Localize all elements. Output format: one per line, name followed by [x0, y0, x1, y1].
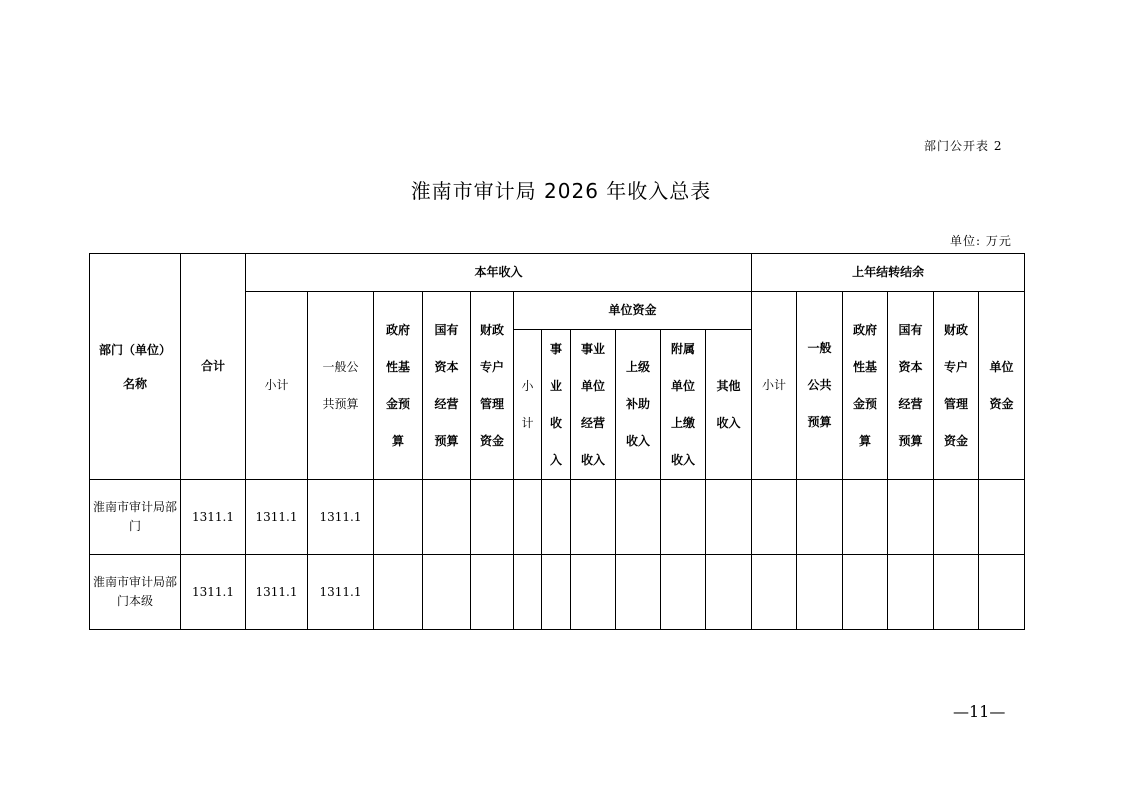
- header-co-general: 一般公共预算: [797, 292, 843, 480]
- empty-cell: [706, 555, 752, 630]
- header-co-state-capital: 国有资本经营预算: [888, 292, 934, 480]
- empty-cell: [797, 555, 843, 630]
- row-total: 1311.1: [181, 480, 246, 555]
- row-dept-name: 淮南市审计局部门: [90, 480, 181, 555]
- header-co-gov-fund: 政府性基金预算: [843, 292, 888, 480]
- header-uf-subtotal: 小计: [514, 330, 542, 480]
- empty-cell: [843, 555, 888, 630]
- page-title: 淮南市审计局 2026 年收入总表: [410, 179, 712, 203]
- header-uf-affiliate: 附属单位上缴收入: [661, 330, 706, 480]
- empty-cell: [934, 555, 979, 630]
- form-number: 部门公开表 2: [924, 139, 1003, 153]
- row-subtotal: 1311.1: [246, 480, 308, 555]
- empty-cell: [571, 480, 616, 555]
- empty-cell: [514, 480, 542, 555]
- header-gov-fund: 政府性基金预算: [374, 292, 423, 480]
- header-unit-funds: 单位资金: [514, 292, 752, 330]
- empty-cell: [616, 555, 661, 630]
- empty-cell: [542, 555, 571, 630]
- empty-cell: [934, 480, 979, 555]
- page-number: —11—: [953, 702, 1006, 721]
- header-fiscal-special: 财政专户管理资金: [471, 292, 514, 480]
- empty-cell: [514, 555, 542, 630]
- empty-cell: [423, 555, 471, 630]
- header-uf-operating: 事业单位经营收入: [571, 330, 616, 480]
- header-co-subtotal: 小计: [752, 292, 797, 480]
- empty-cell: [752, 555, 797, 630]
- row-general-budget: 1311.1: [308, 555, 374, 630]
- empty-cell: [797, 480, 843, 555]
- row-general-budget: 1311.1: [308, 480, 374, 555]
- empty-cell: [888, 555, 934, 630]
- header-current-year: 本年收入: [246, 254, 752, 292]
- header-co-fiscal-special: 财政专户管理资金: [934, 292, 979, 480]
- revenue-table: [89, 253, 1025, 630]
- empty-cell: [979, 480, 1025, 555]
- empty-cell: [979, 555, 1025, 630]
- header-co-unit-funds: 单位资金: [979, 292, 1025, 480]
- header-general-budget: 一般公共预算: [308, 292, 374, 480]
- empty-cell: [616, 480, 661, 555]
- table-row: [90, 480, 1025, 555]
- empty-cell: [752, 480, 797, 555]
- empty-cell: [374, 555, 423, 630]
- empty-cell: [374, 480, 423, 555]
- empty-cell: [423, 480, 471, 555]
- header-subtotal: 小计: [246, 292, 308, 480]
- header-total: 合计: [181, 254, 246, 480]
- empty-cell: [542, 480, 571, 555]
- row-dept-name: 淮南市审计局部门本级: [90, 555, 181, 630]
- unit-label: 单位: 万元: [950, 234, 1012, 248]
- header-dept: 部门（单位）名称: [90, 254, 181, 480]
- table-row: [90, 555, 1025, 630]
- empty-cell: [888, 480, 934, 555]
- empty-cell: [571, 555, 616, 630]
- row-total: 1311.1: [181, 555, 246, 630]
- row-subtotal: 1311.1: [246, 555, 308, 630]
- header-state-capital: 国有资本经营预算: [423, 292, 471, 480]
- empty-cell: [843, 480, 888, 555]
- empty-cell: [471, 480, 514, 555]
- header-carryover: 上年结转结余: [752, 254, 1025, 292]
- header-uf-other: 其他收入: [706, 330, 752, 480]
- header-uf-superior: 上级补助收入: [616, 330, 661, 480]
- header-uf-business: 事业收入: [542, 330, 571, 480]
- empty-cell: [706, 480, 752, 555]
- empty-cell: [471, 555, 514, 630]
- empty-cell: [661, 480, 706, 555]
- empty-cell: [661, 555, 706, 630]
